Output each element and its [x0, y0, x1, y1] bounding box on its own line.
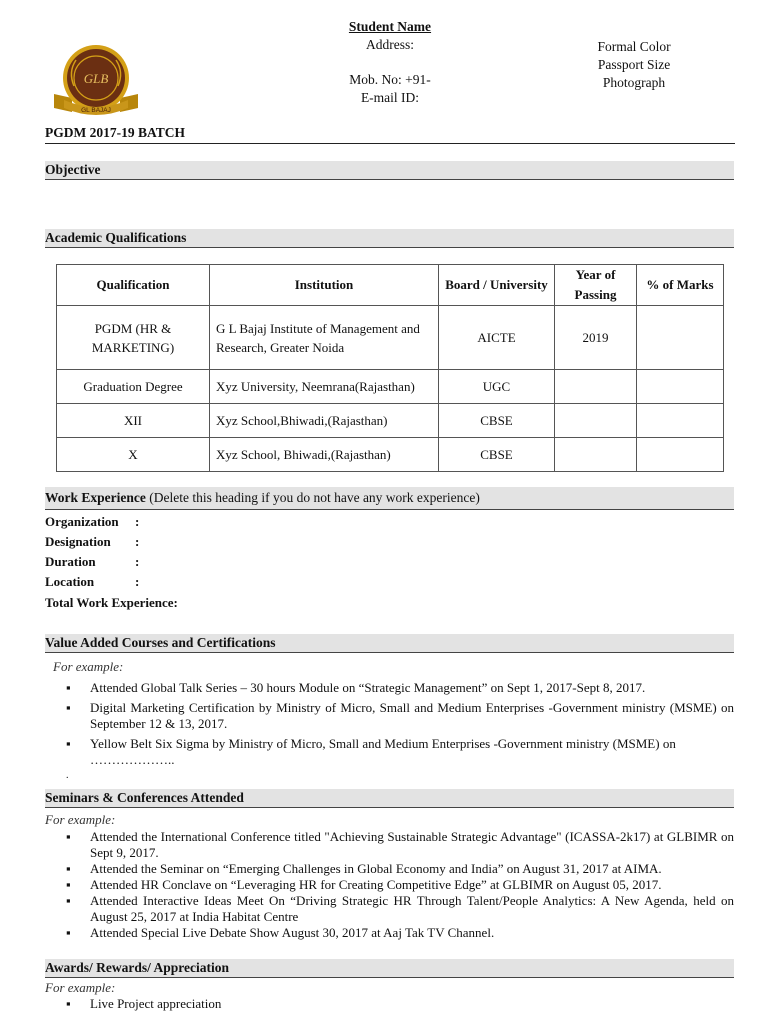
gl-bajaj-logo	[46, 42, 146, 122]
cell-qualification: X	[57, 438, 210, 472]
seminars-heading: Seminars & Conferences Attended	[45, 789, 734, 808]
cell-marks	[637, 404, 724, 438]
courses-heading: Value Added Courses and Certifications	[45, 634, 734, 653]
bullet-icon: ▪	[66, 680, 71, 695]
list-item	[46, 893, 734, 925]
list-item	[46, 877, 734, 893]
mobile-label: Mob. No: +91-	[349, 72, 431, 87]
colon: :	[135, 554, 140, 569]
photo-line-2: Passport Size	[597, 57, 671, 72]
list-item	[46, 861, 734, 877]
list-item	[46, 925, 734, 941]
organization-label: Organization	[45, 514, 119, 529]
photo-placeholder	[574, 38, 694, 92]
col-board: Board / University	[439, 265, 555, 306]
photo-line-1: Formal Color	[597, 39, 671, 54]
cell-qualification: Graduation Degree	[57, 370, 210, 404]
seminars-list	[46, 829, 734, 941]
courses-list	[46, 680, 734, 768]
list-item	[46, 680, 734, 696]
header-divider	[45, 143, 735, 144]
cell-year	[555, 438, 637, 472]
student-name: Student Name	[348, 19, 432, 34]
table-row	[57, 438, 724, 472]
col-qualification: Qualification	[57, 265, 210, 306]
table-row	[57, 306, 724, 370]
awards-list	[46, 996, 734, 1012]
table-row	[57, 370, 724, 404]
col-institution: Institution	[210, 265, 439, 306]
col-marks: % of Marks	[637, 265, 724, 306]
bullet-icon: ▪	[66, 877, 71, 892]
colon: :	[135, 514, 140, 529]
award-text: Live Project appreciation	[90, 996, 222, 1011]
bullet-icon: ▪	[66, 996, 71, 1011]
for-example-label: For example:	[53, 659, 124, 674]
awards-heading: Awards/ Rewards/ Appreciation	[45, 959, 734, 978]
duration-row	[45, 552, 140, 572]
colon: :	[135, 534, 140, 549]
stray-dot: .	[66, 770, 69, 781]
table-row	[57, 404, 724, 438]
cell-institution: G L Bajaj Institute of Management and Research, Greater Noida	[210, 306, 439, 370]
cell-institution: Xyz School, Bhiwadi,(Rajasthan)	[210, 438, 439, 472]
cell-year: 2019	[555, 306, 637, 370]
col-year: Year of Passing	[555, 265, 637, 306]
duration-label: Duration	[45, 554, 96, 569]
work-heading-title: Work Experience	[45, 490, 146, 505]
cell-board: AICTE	[439, 306, 555, 370]
photo-line-3: Photograph	[602, 75, 666, 90]
designation-row	[45, 532, 140, 552]
for-example-label: For example:	[45, 980, 116, 995]
cell-marks	[637, 370, 724, 404]
cell-qualification: PGDM (HR & MARKETING)	[57, 306, 210, 370]
logo-monogram: GLB	[83, 71, 109, 86]
location-row	[45, 572, 140, 592]
colon: :	[135, 574, 140, 589]
batch-label: PGDM 2017-19 BATCH	[45, 125, 185, 140]
cell-board: CBSE	[439, 438, 555, 472]
cell-year	[555, 370, 637, 404]
cell-year	[555, 404, 637, 438]
bullet-icon: ▪	[66, 700, 71, 715]
address-label: Address:	[366, 37, 414, 52]
cell-board: CBSE	[439, 404, 555, 438]
seminar-text: Attended Special Live Debate Show August 30, 2017 at Aaj Tak TV Channel.	[90, 925, 495, 940]
objective-heading: Objective	[45, 161, 734, 180]
cell-marks	[637, 438, 724, 472]
work-heading	[45, 487, 734, 510]
list-item	[46, 736, 734, 768]
work-heading-note: (Delete this heading if you do not have any work experience)	[145, 490, 480, 505]
list-item	[46, 700, 734, 732]
course-text: Attended Global Talk Series – 30 hours Module on “Strategic Management” on Sept 1, 2017-Sept 8, 2017.	[90, 680, 646, 695]
cell-board: UGC	[439, 370, 555, 404]
contact-block	[300, 18, 480, 107]
seminar-text: Attended HR Conclave on “Leveraging HR for Creating Competitive Edge” at GLBIMR on August 05, 2017.	[90, 877, 662, 892]
cell-marks	[637, 306, 724, 370]
bullet-icon: ▪	[66, 736, 71, 751]
cell-institution: Xyz University, Neemrana(Rajasthan)	[210, 370, 439, 404]
total-work-experience-label: Total Work Experience:	[45, 595, 178, 610]
cell-institution: Xyz School,Bhiwadi,(Rajasthan)	[210, 404, 439, 438]
bullet-icon: ▪	[66, 893, 71, 908]
seminar-text: Attended the Seminar on “Emerging Challenges in Global Economy and India” on August 31, 2017 at AIMA.	[90, 861, 662, 876]
academic-heading: Academic Qualifications	[45, 229, 734, 248]
location-label: Location	[45, 574, 95, 589]
organization-row	[45, 512, 140, 532]
cell-qualification: XII	[57, 404, 210, 438]
for-example-label: For example:	[45, 812, 116, 827]
bullet-icon: ▪	[66, 925, 71, 940]
course-text: Yellow Belt Six Sigma by Ministry of Micro, Small and Medium Enterprises -Government ministry (MSME) on ………………..	[90, 736, 676, 767]
seminar-text: Attended Interactive Ideas Meet On “Driving Strategic HR Through Talent/People Analytics: A New Agenda, held on August 25, 2017 at India Habitat Centre	[90, 893, 734, 924]
academic-table	[56, 264, 724, 472]
seminar-text: Attended the International Conference titled "Achieving Sustainable Strategic Advantage" (ICASSA-2k17) at GLBIMR on Sept 9, 2017.	[90, 829, 734, 860]
course-text: Digital Marketing Certification by Ministry of Micro, Small and Medium Enterprises -Government ministry (MSME) on September 12 & 13, 2017.	[90, 700, 734, 731]
email-label: E-mail ID:	[360, 90, 420, 105]
table-header-row	[57, 265, 724, 306]
bullet-icon: ▪	[66, 829, 71, 844]
bullet-icon: ▪	[66, 861, 71, 876]
designation-label: Designation	[45, 534, 111, 549]
logo-text: GL BAJAJ	[81, 107, 111, 114]
list-item	[46, 996, 734, 1012]
list-item	[46, 829, 734, 861]
